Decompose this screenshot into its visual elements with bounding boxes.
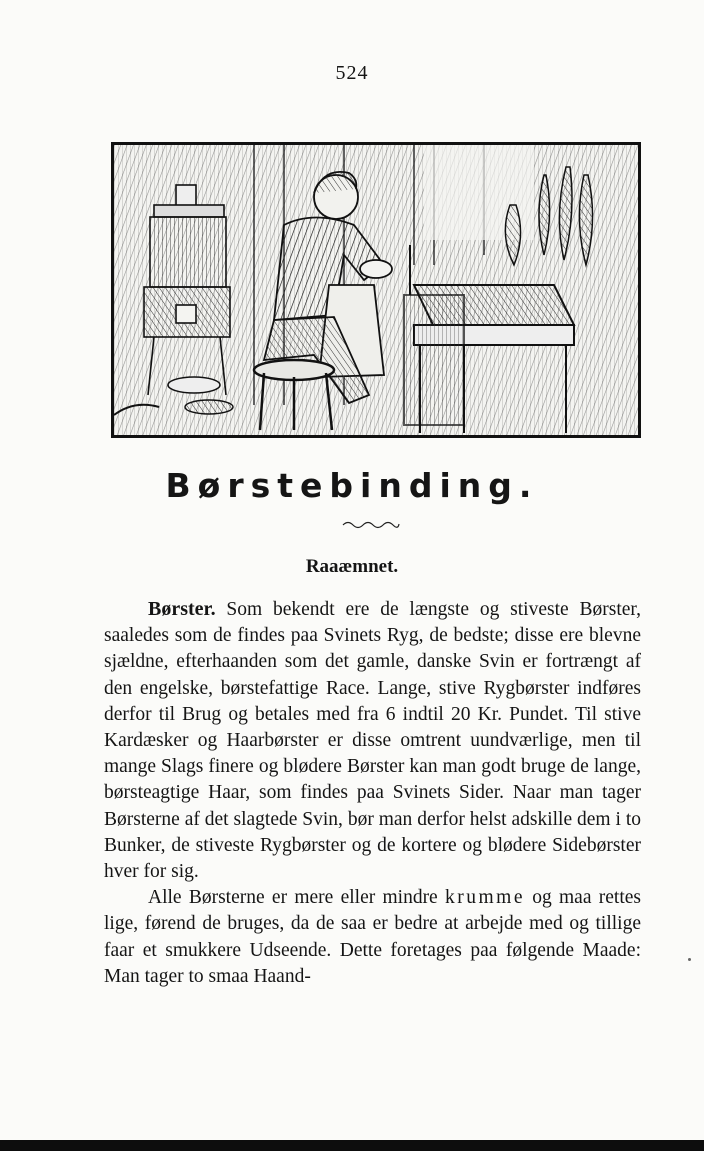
- paragraph: [104, 885, 641, 990]
- chapter-title: Børstebinding.: [165, 466, 539, 505]
- body-text: [104, 596, 641, 990]
- paragraph: [104, 596, 641, 885]
- wavy-ornament-icon: [341, 518, 401, 532]
- paragraph-text: Alle Børsterne er mere eller mindre: [148, 887, 445, 909]
- paragraph-text: Som bekendt ere de længste og stiveste Børster, saaledes som de findes paa Svinets Ryg, de bedste; disse ere blevne sjældne, efterhaanden som det gamle, danske Svin er fortrængt af den engelske, børstefattige Race. Lange, stive Rygbørster indføres derfor til Brug og betales med fra 6 indtil 20 Kr. Pundet. Til stive Kardæsker og Haarbørster er disse omtrent uundværlige, men til mange Slags finere og blødere Børster kan man godt bruge de lange, børsteagtige Haar, som findes paa Svinets Sider. Naar man tager Børsterne af det slagtede Svin, bør man derfor helst adskille dem i to Bunker, de stiveste Rygbørster og de kortere og blødere Sidebørster hver for sig.: [104, 599, 641, 883]
- emphasized-word: krumme: [444, 887, 525, 909]
- brush-maker-workshop-illustration-icon: [114, 145, 638, 435]
- page-number: 524: [335, 62, 369, 84]
- page-speck: [688, 958, 691, 961]
- section-title: Raaæmnet.: [305, 556, 399, 577]
- paragraph-text: og maa rettes lige, førend de bruges, da de saa er bedre at arbejde med og tillige faar et smukkere Udseende. Dette foretages paa følgende Maade: Man tager to smaa Haand-: [104, 887, 641, 987]
- workshop-illustration: [111, 142, 641, 438]
- paragraph-lead: Børster.: [148, 598, 216, 620]
- page-bottom-edge: [0, 1140, 704, 1151]
